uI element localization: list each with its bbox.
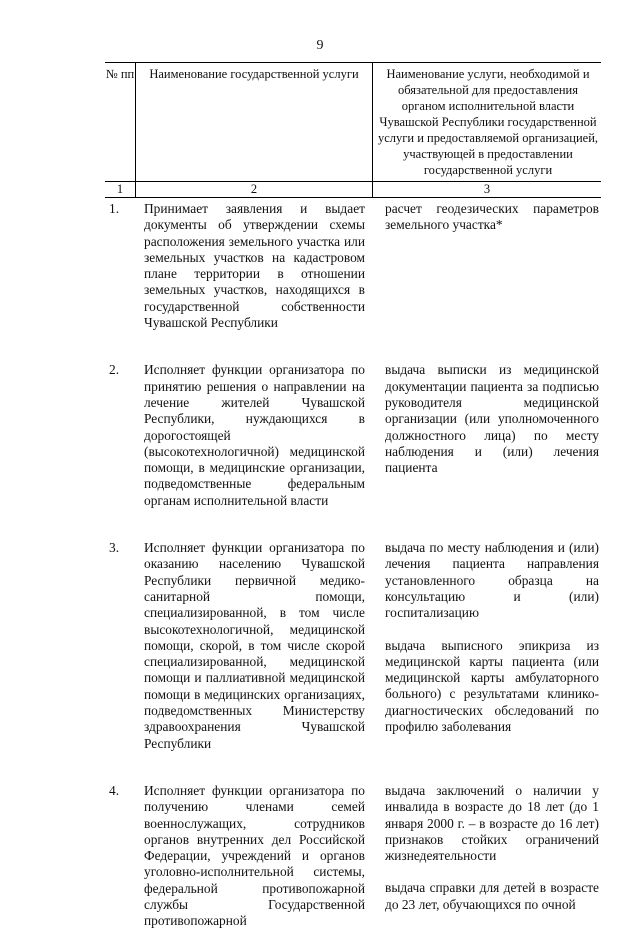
row-number: 4. [109,782,120,798]
table-row [105,201,601,331]
required-service: выдача по месту наблюдения и (или) лечения пациента направления установленного образца на консультацию и (или) госпитализацию [385,540,599,621]
row-number: 1. [109,201,120,216]
required-services [373,362,601,509]
table-row [105,540,601,752]
required-services [373,540,601,752]
service-name: Исполняет функции организатора по оказанию населению Чувашской Республики первичной медико-санитарной помощи, специализированной, в том числе высокотехнологичной, медицинской помощи, скорой, в том числе скорой специализированной, медицинской помощи и паллиативной медицинской помощи в медицинских организациях, подведомственных Министерству здравоохранения Чувашской Республики [144,540,365,751]
required-service: расчет геодезических параметров земельного участка* [385,201,599,233]
column-number-3: 3 [483,182,491,196]
header-service-name: Наименование государственной услуги [136,63,373,181]
column-number-1: 1 [105,182,136,197]
required-service: выдача выписки из медицинской документации пациента за подписью руководителя медицинской организации (или уполномоченного должностного лица) по месту наблюдения и (или) лечения пациента [385,362,599,476]
table-header [105,62,601,182]
row-number: 2. [109,362,120,378]
required-services [373,201,601,331]
table-row [105,783,601,930]
required-services [373,783,601,930]
page-number: 9 [316,38,324,53]
column-numbers-row [105,182,601,198]
header-required-service: Наименование услуги, необходимой и обязательной для предоставления органом исполнительной власти Чувашской Республики государственной услуги и предоставляемой организацией, участвующей в предоставлении государственной услуги [377,67,599,177]
service-name: Исполняет функции организатора по принятию решения о направлении на лечение жителей Чувашской Республики, нуждающихся в дорогостоящей (высокотехнологичной) медицинской помощи, в медицинские организации, подведомственные федеральным органам исполнительной власти [144,362,365,508]
header-number: № пп [105,63,136,181]
row-number: 3. [109,540,120,556]
service-name: Принимает заявления и выдает документы об утверждении схемы расположения земельного участка или земельных участков на кадастровом плане территории в отношении земельных участков, находящихся в государственной собственности Чувашской Республики [144,201,365,331]
required-service: выдача справки для детей в возрасте до 23 лет, обучающихся по очной [385,880,599,912]
service-name: Исполняет функции организатора по получению членами семей военнослужащих, сотрудников органов внутренних дел Российской Федерации, учреждений и органов уголовно-исполнительной системы, федеральной противопожарной службы Государственной противопожарной [144,782,365,929]
column-number-2: 2 [136,182,373,197]
table-row [105,362,601,509]
required-service: выдача выписного эпикриза из медицинской карты пациента (или медицинской карты амбулаторного больного) с результатами клинико-диагностических обследований по профилю заболевания [385,637,599,735]
services-table [105,62,601,930]
required-service: выдача заключений о наличии у инвалида в возрасте до 18 лет (до 1 января 2000 г. – в возрасте до 16 лет) признаков стойких ограничений жизнедеятельности [385,782,599,864]
